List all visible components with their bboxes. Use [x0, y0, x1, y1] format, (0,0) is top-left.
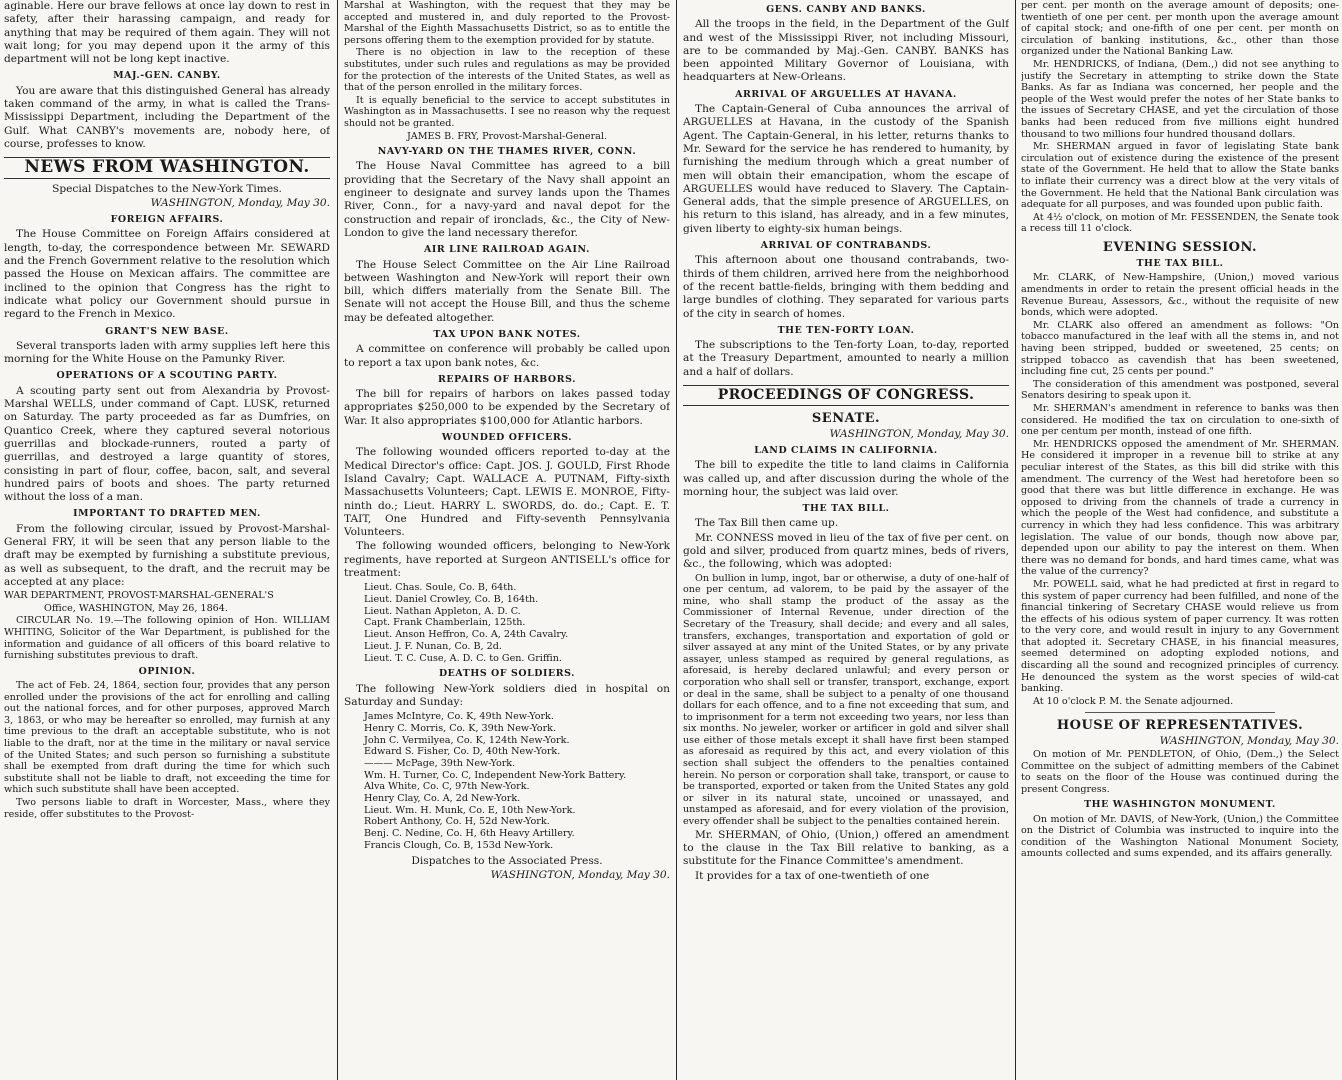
- section-heading: THE TAX BILL.: [802, 503, 890, 515]
- special-dispatches-line: Special Dispatches to the New-York Times.: [52, 182, 282, 195]
- paragraph: Several transports laden with army supplies left here this morning for the White House on the Pamunky River.: [4, 339, 330, 366]
- section-heading: AIR LINE RAILROAD AGAIN.: [424, 244, 590, 256]
- paragraph: Mr. SHERMAN's amendment in reference to banks was then considered. He modified the tax on circulation to one-sixth of one per centum per month, instead of one fifth.: [1021, 403, 1339, 438]
- section-heading: OPINION.: [138, 665, 196, 677]
- paragraph: Mr. CONNESS moved in lieu of the tax of five per cent. on gold and silver, produced from quartz mines, beds of rivers, &c., the following, which was adopted:: [683, 531, 1009, 571]
- section-heading: LAND CLAIMS IN CALIFORNIA.: [754, 444, 938, 456]
- paragraph: The Tax Bill then came up.: [695, 517, 839, 530]
- dateline: WASHINGTON, Monday, May 30.: [829, 427, 1009, 440]
- list-item: Henry Clay, Co. A, 2d New-York.: [364, 793, 521, 805]
- list-item: Capt. Frank Chamberlain, 125th.: [364, 617, 526, 629]
- senate-heading: SENATE.: [811, 411, 881, 427]
- list-item: Francis Clough, Co. B, 153d New-York.: [364, 839, 554, 851]
- paragraph: The subscriptions to the Ten-forty Loan, to-day, reported at the Treasury Department, amounted to nearly a million and a half of dollars.: [683, 339, 1009, 378]
- paragraph: Mr. SHERMAN argued in favor of legislating State bank circulation out of existence during the existence of the present state of the Government. He held that to allow the State banks to inflate their currency was a direct blow at the very vitals of the Government. He held that the National Bank circulation was adequate for all purposes, and was founded upon public faith.: [1021, 141, 1339, 211]
- section-heading: FOREIGN AFFAIRS.: [110, 214, 224, 226]
- paragraph: The following New-York soldiers died in hospital on Saturday and Sunday:: [344, 682, 670, 708]
- paragraph: At 4½ o'clock, on motion of Mr. FESSENDEN, the Senate took a recess till 11 o'clock.: [1021, 211, 1339, 235]
- wounded-officers-list: [364, 582, 670, 664]
- section-heading: IMPORTANT TO DRAFTED MEN.: [73, 508, 261, 520]
- paragraph: Mr. HENDRICKS opposed the amendment of Mr. SHERMAN. He considered it improper in a revenue bill to strike at any peculiar interest of the States, as this bill did strike with this amendment. The currency of the West had heretofore been so good that there was but little difference in exchange. He was opposed to driving from the channels of trade a currency in which the people of the West had confidence, and substitute a currency in which they had less confidence. This was arbitrary legislation. The value of our bonds, though now above par, depended upon our ability to pay the interest on them. When there was no demand for bonds, and hard times came, what was the value of the currency?: [1021, 438, 1339, 578]
- column-rule: [676, 0, 677, 1080]
- paragraph: The House Select Committee on the Air Line Railroad between Washington and New-York will report their own bill, which differs materially from the Senate Bill. The Senate will not accept the House Bill, and thus the scheme may be defeated altogether.: [344, 258, 670, 324]
- proceedings-of-congress-headline: PROCEEDINGS OF CONGRESS.: [683, 385, 1009, 406]
- paragraph: The House Naval Committee has agreed to a bill providing that the Secretary of the Navy shall appoint an engineer to designate and survey lands upon the Thames River, Conn., for a navy-yard and naval depot for the construction and repair of ironclads, &c., the City of New-London to give the land necessary therefor.: [344, 160, 670, 239]
- paragraph: per cent. per month on the average amount of deposits; one-twentieth of one per cent. per month upon the average amount of capital stock; and one-fifth of one per cent. per month on circulation of banking institutions, &c., other than those organized under the National Banking Law.: [1021, 0, 1339, 58]
- house-heading: HOUSE OF REPRESENTATIVES.: [1056, 718, 1304, 734]
- paragraph: The bill to expedite the title to land claims in California was called up, and after discussion during the whole of the morning hour, the subject was laid over.: [683, 459, 1009, 498]
- section-heading: TAX UPON BANK NOTES.: [433, 328, 581, 340]
- list-item: Benj. C. Nedine, Co. H, 6th Heavy Artillery.: [364, 828, 575, 840]
- paragraph: On bullion in lump, ingot, bar or otherwise, a duty of one-half of one per centum, ad valorem, to be paid by the assayer of the mine, who shall stamp the product of the assay as the Commissioner of Internal Revenue, under direction of the Secretary of the Treasury, shall decide; and every and all sales, transfers, exchanges, transportation and exportation of gold or silver assayed at any mint of the United States, or by any private assayer, unless stamped as required by general regulations, as aforesaid, is hereby declared unlawful; and every person or corporation who shall sell or transfer, transport, exchange, export or deal in the same, shall be subject to a penalty of one thousand dollars for each offence, and to a fine not exceeding that sum, and to imprisonment for a term not exceeding two years, nor less than six months. No jeweler, worker or artificer in gold and silver shall use either of those metals except it shall have first been stamped as aforesaid as required by this act, and every violation of this section shall subject the offenders to the penalties contained herein. No person or corporation shall take, transport, or cause to be transported, exported or taken from the United States any gold or silver in its natural state, uncoined or unassayed, and unstamped as aforesaid, and for every violation of the provision, every offender shall be subject to the penalties contained herein.: [683, 572, 1009, 828]
- paragraph: A scouting party sent out from Alexandria by Provost-Marshal WELLS, under command of Capt. LUSK, returned on Saturday. The party proceeded as far as Dumfries, on Quantico Creek, where they captured several notorious guerrillas and blockade-runners, routed a party of guerrillas, and destroyed a large quantity of stores, consisting in part of flour, coffee, bacon, salt, and several hundred pairs of boots and shoes. The party returned without the loss of a man.: [4, 384, 330, 504]
- paragraph: The House Committee on Foreign Affairs considered at length, to-day, the correspondence between Mr. SEWARD and the French Government relative to the resolution which passed the House on Mexican affairs. The committee are inclined to the opinion that Congress has the right to indicate what policy our Government should pursue in regard to the French in Mexico.: [4, 228, 330, 321]
- paragraph: The following wounded officers reported to-day at the Medical Director's office: Capt. JOS. J. GOULD, First Rhode Island Cavalry; Capt. WALLACE A. PUTNAM, Fifty-sixth Massachusetts Volunteers; Capt. LEWIS E. MONROE, Fifty-ninth do.; Lieut. HARRY L. SWORDS, do. do.; Capt. E. T. TAIT, One Hundred and Fifty-seventh Pennsylvania Volunteers.: [344, 446, 670, 539]
- paragraph: Mr. CLARK, of New-Hampshire, (Union,) moved various amendments in order to retain the present official heads in the Revenue Bureau, Assessors, &c., without the requisite of new bonds, which were adopted.: [1021, 272, 1339, 319]
- section-heading: OPERATIONS OF A SCOUTING PARTY.: [56, 370, 278, 382]
- column-3: [683, 0, 1009, 1080]
- section-heading: WOUNDED OFFICERS.: [441, 432, 573, 444]
- list-item: Lieut. Anson Heffron, Co. A, 24th Cavalry.: [364, 629, 569, 641]
- list-item: Wm. H. Turner, Co. C, Independent New-York Battery.: [364, 769, 627, 781]
- list-item: Lieut. Wm. H. Munk, Co. E, 10th New-York.: [364, 804, 576, 816]
- list-item: Alva White, Co. C, 97th New-York.: [364, 781, 530, 793]
- list-item: Lieut. T. C. Cuse, A. D. C. to Gen. Griffin.: [364, 652, 562, 664]
- list-item: ——— McPage, 39th New-York.: [364, 757, 516, 769]
- paragraph: It is equally beneficial to the service to accept substitutes in Washington as in Massachusetts. I see no reason why the request should not be granted.: [344, 94, 670, 129]
- section-heading: ARRIVAL OF ARGUELLES AT HAVANA.: [735, 88, 957, 100]
- list-item: Henry C. Morris, Co. K, 39th New-York.: [364, 722, 557, 734]
- war-department-header: WAR DEPARTMENT, PROVOST-MARSHAL-GENERAL'S: [4, 590, 274, 602]
- paragraph: Mr. HENDRICKS, of Indiana, (Dem.,) did not see anything to justify the Secretary in attempting to strike down the State Banks. As far as Indiana was concerned, her people and the people of the West would prefer the notes of her State banks to the issues of Secretary CHASE, and yet the circulation of those banks had been reduced from five millions eight hundred thousand to two millions four hundred thousand dollars.: [1021, 58, 1339, 140]
- signature: JAMES B. FRY, Provost-Marshal-General.: [406, 130, 608, 142]
- paragraph: The Captain-General of Cuba announces the arrival of ARGUELLES at Havana, in the custody of the Spanish Agent. The Captain-General, in his letter, returns thanks to Mr. Seward for the service he has rendered to humanity, by furnishing the medium through which a great number of men will obtain their emancipation, whom the escape of ARGUELLES would have reduced to Slavery. The Captain-General adds, that the simple presence of ARGUELLES, on his return to this island, has already, and in a few minutes, given liberty to eighty-six human beings.: [683, 103, 1009, 235]
- section-heading: THE WASHINGTON MONUMENT.: [1084, 799, 1276, 811]
- divider: [1085, 712, 1276, 713]
- paragraph: The act of Feb. 24, 1864, section four, provides that any person enrolled under the provisions of the act for enrolling and calling out the national forces, and for other purposes, approved March 3, 1863, or who may be hereafter so enrolled, may furnish at any time previous to the draft an acceptable substitute, who is not liable to the draft, nor at the time in the military or naval service of the United States; and such person so furnishing a substitute shall be exempted from draft during the time for which such substitute shall not be liable to draft, not exceeding the time for which such substitute shall have been accepted.: [4, 680, 330, 796]
- paragraph: The following wounded officers, belonging to New-York regiments, have reported at Surgeon ANTISELL's office for treatment:: [344, 540, 670, 580]
- list-item: Lieut. J. F. Nunan, Co. B, 2d.: [364, 640, 502, 652]
- paragraph: Mr. CLARK also offered an amendment as follows: "On tobacco manufactured in the leaf with all the stems in, and not having been stripped, budded or sweetened, 25 cents; on stripped tobacco as cavendish that has been sweetened, including fine cut, 25 cents per pound.": [1021, 319, 1339, 378]
- deceased-soldiers-list: [364, 711, 670, 851]
- section-heading: THE TEN-FORTY LOAN.: [777, 324, 915, 336]
- news-from-washington-headline: NEWS FROM WASHINGTON.: [4, 157, 330, 178]
- paragraph: You are aware that this distinguished General has already taken command of the army, in what is called the Trans-Mississippi Department, including the Department of the Gulf. What CANBY's movements are, nobody here, of course, professes to know.: [4, 84, 330, 150]
- list-item: Robert Anthony, Co. H, 52d New-York.: [364, 816, 550, 828]
- list-item: Lieut. Nathan Appleton, A. D. C.: [364, 605, 521, 617]
- list-item: Edward S. Fisher, Co. D, 40th New-York.: [364, 746, 561, 758]
- paragraph: aginable. Here our brave fellows at once lay down to rest in safety, after their harassing campaign, and ready for anything that may be required of them again. They will not wait long; for you may depend upon it the army of this department will not be long kept inactive.: [4, 0, 330, 66]
- dateline: WASHINGTON, Monday, May 30.: [490, 868, 670, 881]
- paragraph: The consideration of this amendment was postponed, several Senators desiring to speak upon it.: [1021, 378, 1339, 402]
- evening-session-heading: EVENING SESSION.: [1102, 239, 1258, 255]
- column-2: [344, 0, 670, 1080]
- section-heading: GENS. CANBY AND BANKS.: [766, 4, 926, 15]
- section-heading: ARRIVAL OF CONTRABANDS.: [760, 240, 932, 252]
- paragraph: From the following circular, issued by Provost-Marshal-General FRY, it will be seen that any person liable to the draft may be exempted by furnishing a substitute previous, as well as subsequent, to the draft, and the recruit may be accepted at any place:: [4, 522, 330, 588]
- section-heading: REPAIRS OF HARBORS.: [438, 373, 576, 385]
- column-4: [1021, 0, 1339, 1080]
- dateline: WASHINGTON, Monday, May 30.: [150, 196, 330, 209]
- list-item: John C. Vermilyea, Co. K, 124th New-York.: [364, 734, 570, 746]
- paragraph: At 10 o'clock P. M. the Senate adjourned.: [1033, 695, 1234, 707]
- paragraph: CIRCULAR No. 19.—The following opinion of Hon. WILLIAM WHITING, Solicitor of the War Department, is published for the information and guidance of all officers of this board relative to furnishing substitutes previous to draft.: [4, 615, 330, 662]
- paragraph: It provides for a tax of one-twentieth of one: [695, 869, 930, 882]
- paragraph: A committee on conference will probably be called upon to report a tax upon bank notes, &c.: [344, 343, 670, 369]
- associated-press-line: Dispatches to the Associated Press.: [411, 854, 603, 867]
- section-heading: NAVY-YARD ON THE THAMES RIVER, CONN.: [377, 146, 637, 158]
- war-department-office: Office, WASHINGTON, May 26, 1864.: [44, 602, 228, 614]
- dateline: WASHINGTON, Monday, May 30.: [1159, 734, 1339, 747]
- list-item: Lieut. Chas. Soule, Co. B, 64th.: [364, 582, 517, 594]
- paragraph: Two persons liable to draft in Worcester, Mass., where they reside, offer substitutes to the Provost-: [4, 796, 330, 820]
- paragraph: This afternoon about one thousand contrabands, two-thirds of them children, arrived here from the neighborhood of the recent battle-fields, bringing with them bedding and large bundles of clothing. They separated for various parts of the city in search of homes.: [683, 254, 1009, 320]
- list-item: Lieut. Daniel Crowley, Co. B, 164th.: [364, 594, 539, 606]
- paragraph: Mr. SHERMAN, of Ohio, (Union,) offered an amendment to the clause in the Tax Bill relative to banking, as a substitute for the Finance Committee's amendment.: [683, 828, 1009, 868]
- column-rule: [337, 0, 338, 1080]
- section-heading: DEATHS OF SOLDIERS.: [438, 668, 576, 680]
- section-heading: GRANT'S NEW BASE.: [105, 325, 229, 337]
- section-heading: THE TAX BILL.: [1136, 258, 1224, 270]
- paragraph: Mr. POWELL said, what he had predicted at first in regard to this system of paper currency had been fulfilled, and none of the financial tinkering of Secretary CHASE would relieve us from the effects of his odious system of paper currency. It was rotten to the very core, and would result in injury to any Government that adopted it. Secretary CHASE, in his financial measures, seemed determined on adopting exploded notions, and discarding all the sound and recognized principles of currency. He denounced the system as the worst species of wild-cat banking.: [1021, 578, 1339, 695]
- paragraph: On motion of Mr. DAVIS, of New-York, (Union,) the Committee on the District of Columbia was instructed to inquire into the condition of the Washington National Monument Society, amounts collected and sums expended, and its affairs generally.: [1021, 813, 1339, 860]
- paragraph: The bill for repairs of harbors on lakes passed today appropriates $250,000 to be expended by the Secretary of War. It also appropriates $100,000 for Atlantic harbors.: [344, 388, 670, 427]
- paragraph: Marshal at Washington, with the request that they may be accepted and mustered in, and duly reported to the Provost-Marshal of the Eighth Massachusetts District, so as to entitle the persons offering them to the exemption provided for by statute.: [344, 0, 670, 46]
- section-heading: MAJ.-GEN. CANBY.: [113, 70, 221, 82]
- paragraph: On motion of Mr. PENDLETON, of Ohio, (Dem.,) the Select Committee on the subject of admitting members of the Cabinet to seats on the floor of the House was continued during the present Congress.: [1021, 749, 1339, 795]
- column-1: [4, 0, 330, 1080]
- paragraph: There is no objection in law to the reception of these substitutes, under such rules and regulations as may be provided for the protection of the interests of the United States, as well as that of the person enrolled in the military forces.: [344, 47, 670, 94]
- paragraph: All the troops in the field, in the Department of the Gulf and west of the Mississippi River, not including Missouri, are to be commanded by Maj.-Gen. CANBY. BANKS has been appointed Military Governor of Louisiana, with headquarters at New-Orleans.: [683, 18, 1009, 84]
- list-item: James McIntyre, Co. K, 49th New-York.: [364, 711, 554, 723]
- column-rule: [1015, 0, 1016, 1080]
